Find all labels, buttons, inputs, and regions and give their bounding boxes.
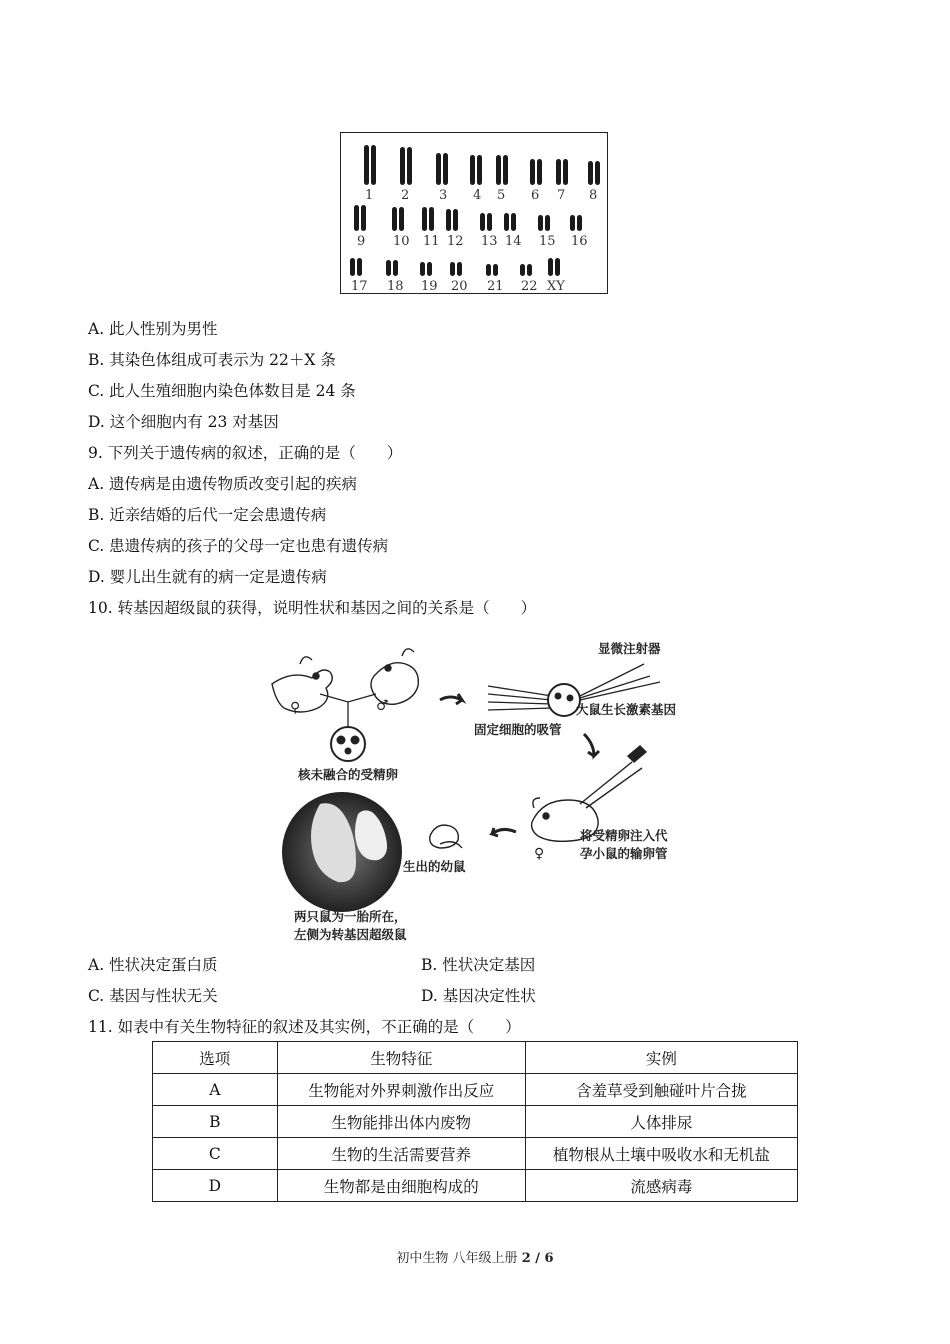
karyo-label-3: 3: [439, 188, 448, 203]
chromosome-shape: [520, 264, 525, 276]
chromosome-shape: [548, 258, 553, 276]
chromosome-shape: [477, 155, 482, 185]
table-row: [153, 1106, 798, 1138]
karyo-label-19: 19: [421, 279, 438, 293]
table-row: [153, 1170, 798, 1202]
q9-option-a: A. 遗传病是由遗传物质改变引起的疾病: [88, 475, 358, 493]
female-symbol-surrogate: ♀: [534, 846, 545, 862]
chromosome-shape: [371, 145, 376, 185]
chromosome-shape: [563, 159, 568, 185]
chromosome-shape: [407, 147, 412, 185]
label-photo-line1: 两只鼠为一胎所在，: [294, 909, 407, 924]
chromosome-shape: [364, 145, 369, 185]
chromosome-shape: [537, 159, 542, 185]
chromosome-shape: [453, 209, 458, 231]
label-inject-line1: 将受精卵注入代: [580, 828, 668, 843]
male-symbol-top: ♂: [376, 698, 389, 714]
row-b-example: 人体排尿: [525, 1106, 797, 1138]
q8-option-d: D. 这个细胞内有 23 对基因: [88, 413, 279, 431]
karyo-label-4: 4: [473, 188, 482, 203]
footer-subject: 初中生物 八年级上册: [396, 1251, 522, 1266]
arrow-step-2-icon: [584, 734, 599, 756]
karyotype-drawing: [341, 133, 607, 293]
chromosome-shape: [577, 215, 582, 231]
fertilized-egg: [331, 727, 365, 761]
chromosome-shape: [429, 207, 434, 231]
karyo-label-18: 18: [387, 279, 404, 293]
row-c-option: C: [153, 1138, 278, 1170]
mating-lines: [320, 694, 376, 726]
chromosome-shape: [487, 213, 492, 231]
female-symbol-top: ♀: [290, 700, 301, 716]
footer-page-number: 2 / 6: [521, 1251, 554, 1266]
chromosome-shape: [545, 215, 550, 231]
chromosome-shape: [450, 262, 455, 276]
newborn-pups: [430, 825, 462, 848]
label-fertilized-egg: 核未融合的受精卵: [298, 767, 399, 782]
row-a-example: 含羞草受到触碰叶片合拢: [525, 1074, 797, 1106]
karyo-label-16: 16: [571, 234, 588, 249]
q9-option-d: D. 婴儿出生就有的病一定是遗传病: [88, 568, 327, 586]
chromosome-shape: [504, 213, 509, 231]
row-a-option: A: [153, 1074, 278, 1106]
karyo-label-13: 13: [481, 234, 498, 249]
karyo-label-2: 2: [401, 188, 410, 203]
chromosome-shape: [386, 260, 391, 276]
chromosome-shape: [470, 155, 475, 185]
male-mouse-parent: [371, 649, 418, 704]
arrow-step-1-icon: [440, 694, 462, 704]
row-b-option: B: [153, 1106, 278, 1138]
karyo-label-6: 6: [531, 188, 540, 203]
chromosome-shape: [357, 258, 362, 276]
q10-option-c: C. 基因与性状无关: [88, 987, 218, 1005]
chromosome-shape: [503, 155, 508, 185]
karyo-label-11: 11: [423, 234, 440, 249]
karyo-label-12: 12: [447, 234, 464, 249]
label-microinjector: 显微注射器: [598, 641, 661, 656]
q9-option-b: B. 近亲结婚的后代一定会患遗传病: [88, 506, 327, 524]
header-feature: 生物特征: [277, 1042, 525, 1074]
chromosome-shape: [350, 258, 355, 276]
row-d-example: 流感病毒: [525, 1170, 797, 1202]
chromosome-shape: [538, 215, 543, 231]
q10-option-b: B. 性状决定基因: [421, 956, 536, 974]
chromosome-shape: [457, 262, 462, 276]
header-example: 实例: [525, 1042, 797, 1074]
label-photo-line2: 左侧为转基因超级鼠: [294, 927, 407, 942]
chromosome-shape: [446, 209, 451, 231]
transgenic-mouse-drawing: [262, 636, 692, 944]
photo-two-mice: [282, 792, 402, 912]
row-d-feature: 生物都是由细胞构成的: [277, 1170, 525, 1202]
row-b-feature: 生物能排出体内废物: [277, 1106, 525, 1138]
q9-option-c: C. 患遗传病的孩子的父母一定也患有遗传病: [88, 537, 389, 555]
chromosome-shape: [422, 207, 427, 231]
chromosome-shape: [493, 264, 498, 276]
page-footer: [0, 1247, 950, 1266]
q10-stem: 10. 转基因超级鼠的获得，说明性状和基因之间的关系是（ ）: [88, 599, 537, 617]
chromosome-shape: [570, 215, 575, 231]
karyotype-figure: [340, 132, 608, 294]
label-growth-hormone-gene: 大鼠生长激素基因: [576, 702, 677, 717]
row-c-feature: 生物的生活需要营养: [277, 1138, 525, 1170]
karyo-label-9: 9: [357, 234, 366, 249]
karyo-label-21: 21: [487, 279, 504, 293]
table-header-row: [153, 1042, 798, 1074]
arrow-step-3-icon: [492, 828, 516, 836]
q10-option-a: A. 性状决定蛋白质: [88, 956, 218, 974]
q8-option-a: A. 此人性别为男性: [88, 320, 218, 338]
chromosome-shape: [555, 258, 560, 276]
row-d-option: D: [153, 1170, 278, 1202]
q8-option-c: C. 此人生殖细胞内染色体数目是 24 条: [88, 382, 356, 400]
chromosome-shape: [556, 159, 561, 185]
karyo-label-7: 7: [557, 188, 566, 203]
row-a-feature: 生物能对外界刺激作出反应: [277, 1074, 525, 1106]
chromosome-shape: [511, 213, 516, 231]
karyo-label-14: 14: [505, 234, 522, 249]
row-c-example: 植物根从土壤中吸收水和无机盐: [525, 1138, 797, 1170]
chromosome-shape: [427, 262, 432, 276]
chromosome-shape: [530, 159, 535, 185]
label-inject-line2: 孕小鼠的输卵管: [580, 846, 668, 861]
chromosome-shape: [595, 161, 600, 185]
chromosome-shape: [588, 161, 593, 185]
female-mouse-parent: [272, 657, 332, 712]
chromosome-shape: [400, 147, 405, 185]
karyo-label-xy: XY: [547, 279, 565, 293]
karyo-label-5: 5: [497, 188, 506, 203]
transgenic-mouse-figure: [262, 636, 692, 944]
label-holding-pipette: 固定细胞的吸管: [474, 722, 562, 737]
q10-option-d: D. 基因决定性状: [421, 987, 536, 1005]
q8-option-b: B. 其染色体组成可表示为 22＋X 条: [88, 351, 336, 369]
header-option: 选项: [153, 1042, 278, 1074]
chromosome-shape: [436, 153, 441, 185]
chromosome-shape: [392, 207, 397, 231]
chromosome-shape: [393, 260, 398, 276]
label-newborn-pups: 生出的幼鼠: [403, 859, 466, 874]
karyo-label-10: 10: [393, 234, 410, 249]
karyo-label-20: 20: [451, 279, 468, 293]
karyo-label-1: 1: [365, 188, 374, 203]
q9-stem: 9. 下列关于遗传病的叙述，正确的是（ ）: [88, 444, 403, 462]
chromosome-shape: [361, 205, 366, 231]
chromosome-shape: [527, 264, 532, 276]
karyo-label-17: 17: [351, 279, 368, 293]
chromosome-shape: [480, 213, 485, 231]
table-row: [153, 1138, 798, 1170]
chromosome-shape: [443, 153, 448, 185]
chromosome-shape: [486, 264, 491, 276]
karyo-label-8: 8: [589, 188, 598, 203]
chromosome-shape: [399, 207, 404, 231]
q11-stem: 11. 如表中有关生物特征的叙述及其实例，不正确的是（ ）: [88, 1018, 521, 1036]
biology-features-table: [152, 1041, 798, 1202]
table-row: [153, 1074, 798, 1106]
chromosome-shape: [420, 262, 425, 276]
chromosome-shape: [496, 155, 501, 185]
karyo-label-15: 15: [539, 234, 556, 249]
chromosome-shape: [354, 205, 359, 231]
karyo-label-22: 22: [521, 279, 538, 293]
